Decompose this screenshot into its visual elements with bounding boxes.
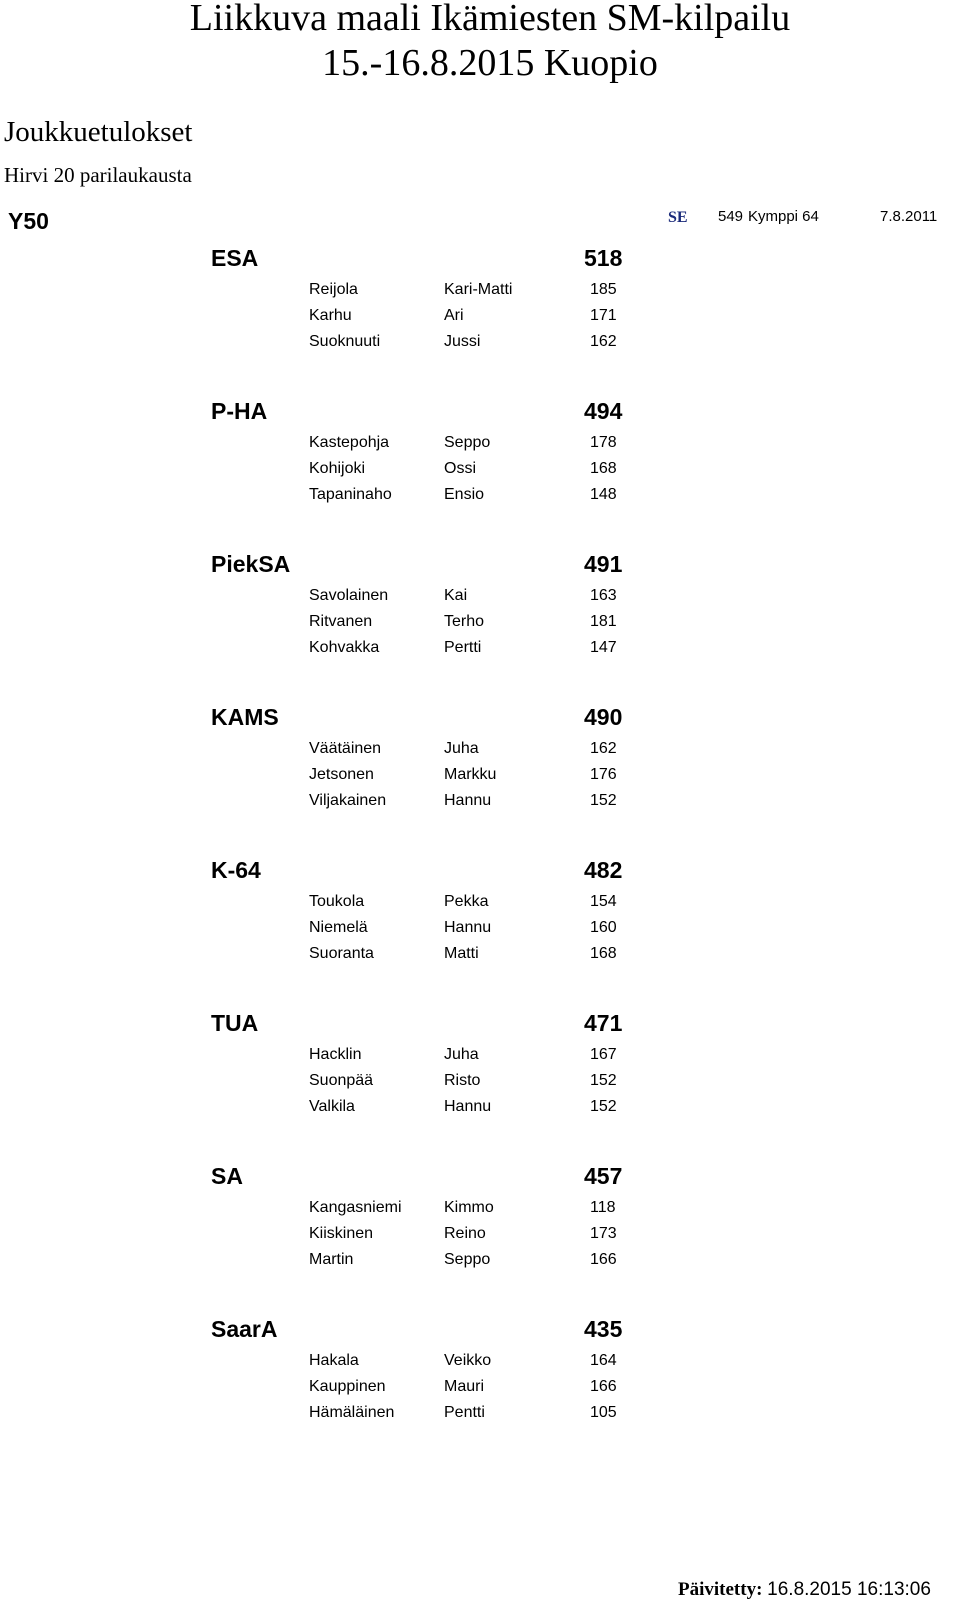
member-last-name: Suoknuuti xyxy=(309,333,381,350)
member-last-name: Suonpää xyxy=(309,1072,374,1089)
member-row xyxy=(0,1225,960,1251)
member-score: 162 xyxy=(590,740,617,757)
member-row xyxy=(0,333,960,359)
member-row xyxy=(0,639,960,665)
event-date-location: 15.-16.8.2015 Kuopio xyxy=(322,42,658,84)
member-first-name: Hannu xyxy=(444,1098,492,1115)
team-total: 494 xyxy=(584,398,623,424)
member-score: 154 xyxy=(590,893,617,910)
member-row xyxy=(0,945,960,971)
team-total: 471 xyxy=(584,1010,623,1036)
member-row xyxy=(0,434,960,460)
member-last-name: Reijola xyxy=(309,281,358,298)
updated-timestamp xyxy=(678,1579,931,1601)
member-first-name: Kimmo xyxy=(444,1199,494,1216)
record-points: 549 xyxy=(718,208,744,225)
member-last-name: Martin xyxy=(309,1251,354,1268)
member-first-name: Kai xyxy=(444,587,468,604)
member-score: 163 xyxy=(590,587,617,604)
member-last-name: Karhu xyxy=(309,307,352,324)
member-last-name: Valkila xyxy=(309,1098,355,1115)
member-first-name: Juha xyxy=(444,1046,479,1063)
member-first-name: Veikko xyxy=(444,1352,492,1369)
team-total: 435 xyxy=(584,1316,623,1342)
member-first-name: Pekka xyxy=(444,893,489,910)
member-row xyxy=(0,613,960,639)
member-score: 168 xyxy=(590,460,617,477)
member-last-name: Väätäinen xyxy=(309,740,382,757)
member-first-name: Terho xyxy=(444,613,485,630)
team-results-list xyxy=(0,243,960,1467)
member-row xyxy=(0,1072,960,1098)
member-first-name: Seppo xyxy=(444,434,491,451)
member-row xyxy=(0,1046,960,1072)
member-last-name: Kohvakka xyxy=(309,639,380,656)
team-block xyxy=(0,1008,960,1161)
member-last-name: Ritvanen xyxy=(309,613,373,630)
page-title: Liikkuva maali Ikämiesten SM-kilpailu xyxy=(189,0,791,39)
member-last-name: Tapaninaho xyxy=(309,486,392,503)
member-first-name: Ossi xyxy=(444,460,476,477)
member-last-name: Jetsonen xyxy=(309,766,374,783)
team-name: KAMS xyxy=(211,704,279,730)
member-row xyxy=(0,766,960,792)
member-score: 185 xyxy=(590,281,617,298)
event-subheading: Hirvi 20 parilaukausta xyxy=(4,163,192,187)
member-first-name: Kari-Matti xyxy=(444,281,513,298)
member-last-name: Kiiskinen xyxy=(309,1225,374,1242)
member-first-name: Reino xyxy=(444,1225,486,1242)
member-score: 176 xyxy=(590,766,617,783)
team-name: PiekSA xyxy=(211,551,291,577)
member-last-name: Kangasniemi xyxy=(309,1199,402,1216)
member-score: 164 xyxy=(590,1352,617,1369)
member-score: 152 xyxy=(590,792,617,809)
team-name: P-HA xyxy=(211,398,268,424)
member-row xyxy=(0,281,960,307)
team-name: SA xyxy=(211,1163,243,1189)
member-row xyxy=(0,1404,960,1430)
member-row xyxy=(0,307,960,333)
member-last-name: Hämäläinen xyxy=(309,1404,395,1421)
team-total: 457 xyxy=(584,1163,623,1189)
member-row xyxy=(0,587,960,613)
member-first-name: Jussi xyxy=(444,333,481,350)
member-last-name: Toukola xyxy=(309,893,365,910)
member-score: 168 xyxy=(590,945,617,962)
member-row xyxy=(0,460,960,486)
member-score: 166 xyxy=(590,1251,617,1268)
member-row xyxy=(0,1378,960,1404)
team-block xyxy=(0,702,960,855)
team-block xyxy=(0,243,960,396)
results-heading: Joukkuetulokset xyxy=(4,116,193,148)
member-score: 178 xyxy=(590,434,617,451)
member-score: 152 xyxy=(590,1098,617,1115)
member-first-name: Hannu xyxy=(444,919,492,936)
record-tag: SE xyxy=(668,209,688,226)
member-score: 118 xyxy=(590,1199,616,1216)
member-last-name: Suoranta xyxy=(309,945,374,962)
member-row xyxy=(0,1098,960,1124)
team-block xyxy=(0,1314,960,1467)
member-last-name: Kastepohja xyxy=(309,434,390,451)
member-row xyxy=(0,1352,960,1378)
member-row xyxy=(0,792,960,818)
member-last-name: Savolainen xyxy=(309,587,389,604)
member-score: 171 xyxy=(590,307,617,324)
member-score: 105 xyxy=(590,1404,617,1421)
member-first-name: Ari xyxy=(444,307,464,324)
team-total: 491 xyxy=(584,551,623,577)
member-first-name: Risto xyxy=(444,1072,481,1089)
team-block xyxy=(0,855,960,1008)
member-row xyxy=(0,919,960,945)
member-last-name: Kohijoki xyxy=(309,460,366,477)
member-row xyxy=(0,893,960,919)
member-last-name: Niemelä xyxy=(309,919,368,936)
member-score: 167 xyxy=(590,1046,617,1063)
updated-label: Päivitetty: xyxy=(678,1579,763,1600)
class-label: Y50 xyxy=(8,208,49,234)
team-total: 482 xyxy=(584,857,623,883)
member-first-name: Mauri xyxy=(444,1378,485,1395)
member-score: 166 xyxy=(590,1378,617,1395)
member-last-name: Kauppinen xyxy=(309,1378,386,1395)
member-last-name: Hacklin xyxy=(309,1046,362,1063)
member-score: 152 xyxy=(590,1072,617,1089)
member-first-name: Pertti xyxy=(444,639,482,656)
team-name: K-64 xyxy=(211,857,261,883)
team-total: 518 xyxy=(584,245,623,271)
member-score: 162 xyxy=(590,333,617,350)
team-name: TUA xyxy=(211,1010,259,1036)
member-score: 148 xyxy=(590,486,617,503)
team-total: 490 xyxy=(584,704,623,730)
member-first-name: Pentti xyxy=(444,1404,485,1421)
member-row xyxy=(0,486,960,512)
member-last-name: Viljakainen xyxy=(309,792,387,809)
member-score: 160 xyxy=(590,919,617,936)
team-block xyxy=(0,1161,960,1314)
team-name: ESA xyxy=(211,245,259,271)
member-first-name: Matti xyxy=(444,945,479,962)
team-block xyxy=(0,396,960,549)
team-name: SaarA xyxy=(211,1316,278,1342)
member-first-name: Ensio xyxy=(444,486,485,503)
team-block xyxy=(0,549,960,702)
updated-value: 16.8.2015 16:13:06 xyxy=(767,1579,931,1600)
member-first-name: Juha xyxy=(444,740,479,757)
record-holder: Kymppi 64 xyxy=(748,208,819,225)
member-score: 173 xyxy=(590,1225,617,1242)
member-row xyxy=(0,1199,960,1225)
member-score: 147 xyxy=(590,639,617,656)
member-first-name: Markku xyxy=(444,766,497,783)
member-row xyxy=(0,1251,960,1277)
member-score: 181 xyxy=(590,613,617,630)
member-first-name: Hannu xyxy=(444,792,492,809)
member-first-name: Seppo xyxy=(444,1251,491,1268)
member-last-name: Hakala xyxy=(309,1352,359,1369)
record-date: 7.8.2011 xyxy=(880,208,938,225)
member-row xyxy=(0,740,960,766)
